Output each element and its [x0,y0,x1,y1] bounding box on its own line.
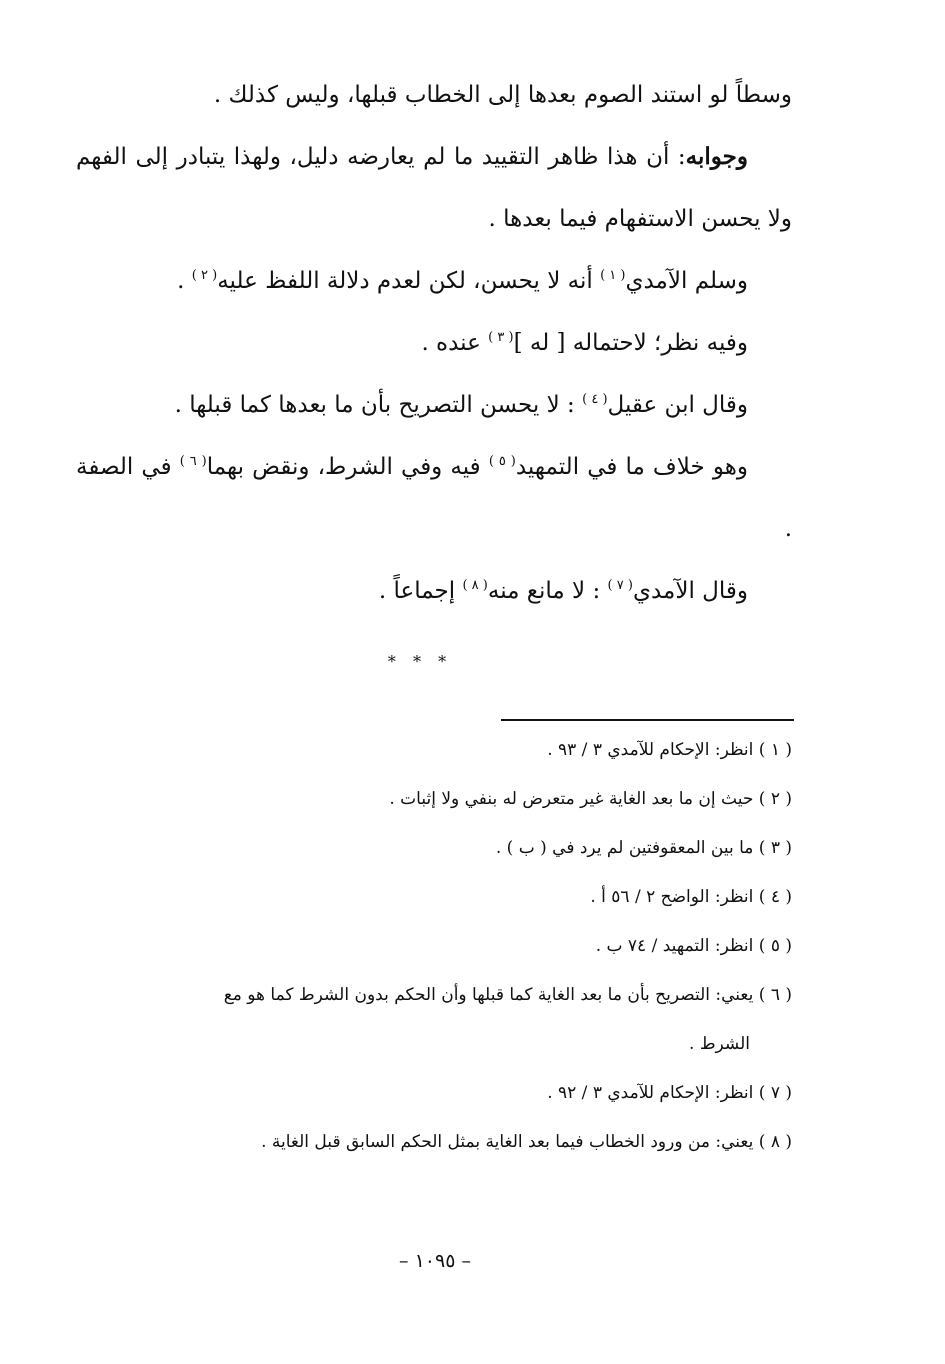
footnote-ref-1: ( ١ ) [600,268,626,283]
paragraph-6-text-a: وهو خلاف ما في التمهيد [515,454,748,480]
footnote-1: ( ١ ) انظر: الإحكام للآمدي ٣ / ٩٣ . [547,740,792,760]
page-number: – ١٠٩٥ – [399,1250,471,1272]
paragraph-5-text-b: : لا يحسن التصريح بأن ما بعدها كما قبلها . [174,392,583,418]
paragraph-3-text-c: . [177,268,192,294]
paragraph-2-text: : أن هذا ظاهر التقييد ما لم يعارضه دليل، ولهذا يتبادر إلى الفهم ولا يحسن الاستفهام فيما بعدها . [76,144,792,232]
paragraph-3-text-b: أنه لا يحسن، لكن لعدم دلالة اللفظ عليه [217,268,601,294]
footnote-ref-5: ( ٥ ) [488,454,516,469]
footnote-ref-4: ( ٤ ) [582,392,608,407]
footnote-ref-8: ( ٨ ) [462,578,488,593]
footnote-ref-6: ( ٦ ) [179,454,207,469]
paragraph-1-text: وسطاً لو استند الصوم بعدها إلى الخطاب قبلها، وليس كذلك . [213,82,792,108]
paragraph-6-text-c: في الصفة . [76,454,792,542]
paragraph-1 [76,64,792,126]
footnote-6: ( ٦ ) يعني: التصريح بأن ما بعد الغاية كما قبلها وأن الحكم بدون الشرط كما هو مع [223,985,792,1005]
footnote-6-continued: الشرط . [689,1034,750,1054]
paragraph-7-text-c: إجماعاً . [378,578,463,604]
paragraph-4-text-a: وفيه نظر؛ لاحتماله [ له ] [513,330,748,356]
footnote-8: ( ٨ ) يعني: من ورود الخطاب فيما بعد الغاية بمثل الحكم السابق قبل الغاية . [261,1132,792,1152]
footnote-3: ( ٣ ) ما بين المعقوفتين لم يرد في ( ب ) . [495,838,792,858]
paragraph-6 [76,436,792,560]
section-separator: * * * [387,652,453,671]
paragraph-7-text-a: وقال الآمدي [632,578,748,604]
paragraph-7-text-b: : لا مانع منه [487,578,608,604]
footnote-ref-7: ( ٧ ) [607,578,633,593]
paragraph-4 [76,312,792,374]
answer-label: وجوابه [685,143,748,170]
footnote-5: ( ٥ ) انظر: التمهيد / ٧٤ ب . [595,936,792,956]
paragraph-3 [76,250,792,312]
paragraph-4-text-b: عنده . [421,330,489,356]
footnote-ref-2: ( ٢ ) [191,268,218,283]
footnote-divider [501,719,794,721]
paragraph-7 [76,560,792,622]
paragraph-5 [76,374,792,436]
paragraph-6-text-b: فيه وفي الشرط، ونقض بهما [206,454,489,480]
paragraph-2 [76,126,792,250]
main-text [76,64,792,622]
footnotes [76,726,792,1167]
footnote-4: ( ٤ ) انظر: الواضح ٢ / ٥٦ أ . [590,887,792,907]
paragraph-5-text-a: وقال ابن عقيل [607,392,748,418]
paragraph-3-text-a: وسلم الآمدي [625,268,748,294]
footnote-ref-3: ( ٣ ) [488,330,514,345]
footnote-2: ( ٢ ) حيث إن ما بعد الغاية غير متعرض له بنفي ولا إثبات . [389,789,792,809]
footnote-7: ( ٧ ) انظر: الإحكام للآمدي ٣ / ٩٢ . [547,1083,792,1103]
